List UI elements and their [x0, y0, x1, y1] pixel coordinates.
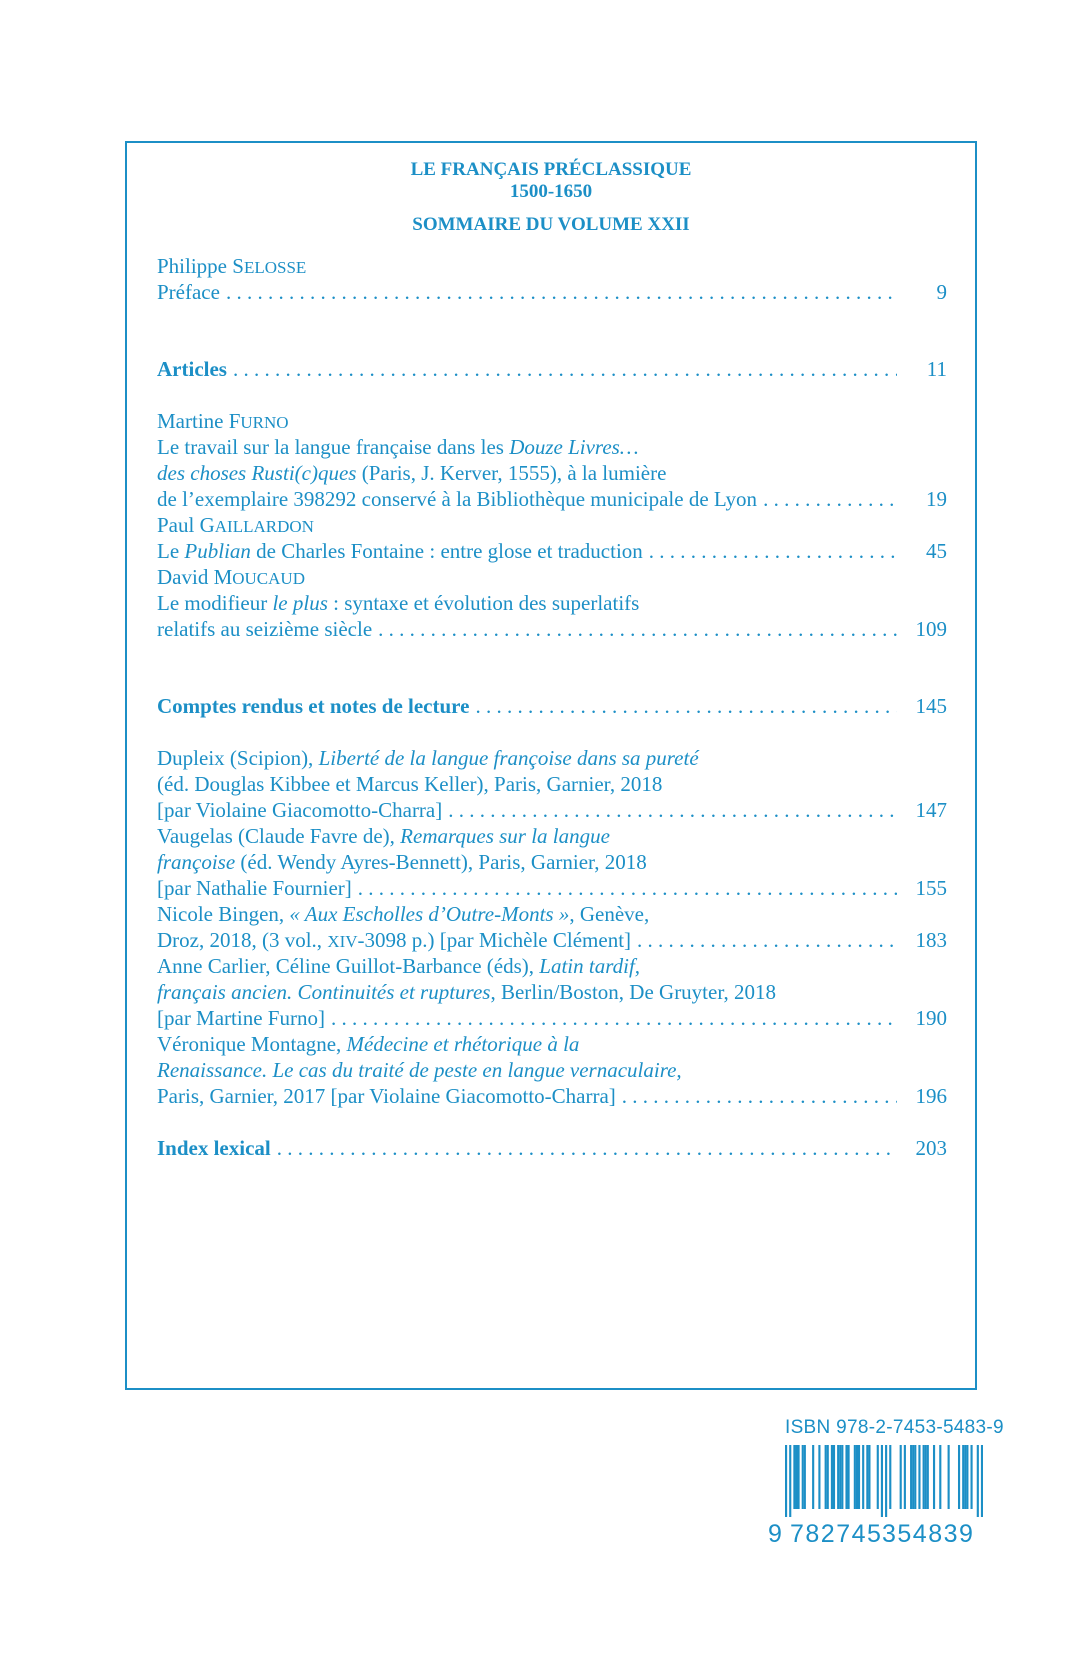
- leader-dots: [233, 356, 897, 383]
- section-reviews: [157, 693, 947, 720]
- barcode-bar: [845, 1445, 847, 1509]
- barcode-bar: [798, 1445, 800, 1509]
- section-title: Comptes rendus et notes de lecture: [157, 694, 470, 718]
- barcode-bar: [889, 1445, 891, 1509]
- page-number: 147: [915, 798, 947, 822]
- barcode-bar: [939, 1445, 941, 1509]
- barcode-bar: [900, 1445, 902, 1509]
- review-line: Renaissance. Le cas du traité de peste en langue vernaculaire,: [157, 1058, 682, 1082]
- barcode-bar: [833, 1445, 835, 1509]
- article-author: David MOUCAUD: [157, 565, 305, 589]
- barcode-bar: [837, 1445, 839, 1509]
- barcode-bar: [818, 1445, 820, 1509]
- barcode-digit-group: 354839: [882, 1520, 975, 1548]
- barcode-bar: [962, 1445, 964, 1509]
- barcode-bar: [812, 1445, 814, 1509]
- contents-frame: [125, 141, 977, 1390]
- barcode-digits: [768, 1519, 988, 1549]
- journal-years: 1500-1650: [509, 181, 593, 202]
- page-number: 190: [915, 1006, 947, 1030]
- review-entry: Paris, Garnier, 2017 [par Violaine Giacomotto-Charra] . . . 196: [157, 1083, 947, 1110]
- page-number: 145: [915, 694, 947, 718]
- leader-dots: [637, 927, 897, 954]
- review-entry: [par Martine Furno] . . . 190: [157, 1005, 947, 1032]
- barcode-bar: [862, 1445, 864, 1509]
- page-number: 11: [926, 357, 947, 381]
- leader-dots: [763, 486, 897, 513]
- preface-title: Préface: [157, 280, 220, 304]
- article-title-line: Le travail sur la langue française dans les Douze Livres…: [157, 435, 639, 459]
- page-number: 45: [926, 539, 947, 563]
- article-title-line: Le modifieur le plus : syntaxe et évolution des superlatifs: [157, 591, 640, 615]
- isbn-barcode: [785, 1445, 983, 1517]
- review-line: françoise (éd. Wendy Ayres-Bennett), Paris, Garnier, 2018: [157, 850, 647, 874]
- leader-dots: [448, 797, 897, 824]
- barcode-bar: [885, 1445, 887, 1517]
- barcode-bar: [831, 1445, 833, 1509]
- leader-dots: [331, 1005, 897, 1032]
- review-line: Dupleix (Scipion), Liberté de la langue françoise dans sa pureté: [157, 746, 699, 770]
- article-entry: de l’exemplaire 398292 conservé à la Bibliothèque municipale de Lyon . . . 19: [157, 486, 947, 513]
- page-number: 196: [915, 1084, 947, 1108]
- review-line: (éd. Douglas Kibbee et Marcus Keller), Paris, Garnier, 2018: [157, 772, 663, 796]
- barcode-bar: [848, 1445, 850, 1509]
- barcode-bar: [925, 1445, 927, 1509]
- barcode-bar: [933, 1445, 935, 1509]
- barcode-bar: [802, 1445, 804, 1509]
- section-title: Articles: [157, 357, 227, 381]
- barcode-bar: [948, 1445, 950, 1509]
- barcode-bar: [958, 1445, 960, 1509]
- barcode-bar: [981, 1445, 983, 1517]
- preface-author: Philippe SELOSSE: [157, 254, 307, 278]
- review-line: Véronique Montagne, Médecine et rhétorique à la: [157, 1032, 580, 1056]
- barcode-bar: [923, 1445, 925, 1509]
- contents-title: SOMMAIRE DU VOLUME XXII: [412, 214, 690, 235]
- page-number: 19: [926, 487, 947, 511]
- barcode-digit-first: 9: [768, 1520, 782, 1548]
- barcode-bar: [910, 1445, 912, 1509]
- review-line: français ancien. Continuités et ruptures, Berlin/Boston, De Gruyter, 2018: [157, 980, 776, 1004]
- article-author: Paul GAILLARDON: [157, 513, 314, 537]
- preface-entry: [157, 279, 947, 306]
- page-number: 203: [915, 1136, 947, 1160]
- article-title-line: des choses Rusti(c)ques (Paris, J. Kerver, 1555), à la lumière: [157, 461, 667, 485]
- section-index: [157, 1135, 947, 1162]
- barcode-bar: [966, 1445, 968, 1509]
- barcode-bar: [856, 1445, 858, 1509]
- barcode-bar: [912, 1445, 914, 1509]
- barcode-bar: [804, 1445, 806, 1509]
- barcode-bar: [914, 1445, 916, 1509]
- barcode-bar: [970, 1445, 972, 1509]
- barcode-bar: [866, 1445, 868, 1509]
- barcode-bar: [789, 1445, 791, 1517]
- leader-dots: [475, 693, 897, 720]
- section-articles: [157, 356, 947, 383]
- page-number: 155: [915, 876, 947, 900]
- leader-dots: [649, 538, 897, 565]
- leader-dots: [378, 616, 897, 643]
- isbn-label: ISBN 978-2-7453-5483-9: [785, 1417, 1004, 1438]
- article-entry: relatifs au seizième siècle . . . 109: [157, 616, 947, 643]
- barcode-bar: [977, 1445, 979, 1517]
- barcode-bar: [858, 1445, 860, 1509]
- barcode-bar: [918, 1445, 920, 1509]
- barcode-bar: [827, 1445, 829, 1509]
- barcode-bar: [793, 1445, 795, 1509]
- review-line: Nicole Bingen, « Aux Escholles d’Outre-Monts », Genève,: [157, 902, 650, 926]
- barcode-bar: [881, 1445, 883, 1517]
- article-author: Martine FURNO: [157, 409, 289, 433]
- page-number: 9: [936, 280, 947, 304]
- leader-dots: [622, 1083, 897, 1110]
- barcode-bar: [841, 1445, 843, 1509]
- barcode-bar: [854, 1445, 856, 1509]
- review-entry: [par Violaine Giacomotto-Charra] . . . 147: [157, 797, 947, 824]
- review-line: Vaugelas (Claude Favre de), Remarques sur la langue: [157, 824, 610, 848]
- journal-title: LE FRANÇAIS PRÉCLASSIQUE: [410, 159, 692, 180]
- leader-dots: [358, 875, 897, 902]
- leader-dots: [277, 1135, 897, 1162]
- barcode-bar: [964, 1445, 966, 1509]
- review-entry: Droz, 2018, (3 vol., XIV-3098 p.) [par Michèle Clément] . . . 183: [157, 927, 947, 955]
- barcode-bar: [839, 1445, 841, 1509]
- review-entry: [par Nathalie Fournier] . . . 155: [157, 875, 947, 902]
- barcode-bar: [785, 1445, 787, 1517]
- barcode-bar: [877, 1445, 879, 1509]
- barcode-bar: [795, 1445, 797, 1509]
- article-entry: Le Publian de Charles Fontaine : entre glose et traduction . . . 45: [157, 538, 947, 565]
- barcode-digit-group: 782745: [790, 1520, 883, 1548]
- barcode-bar: [904, 1445, 906, 1509]
- section-title: Index lexical: [157, 1136, 271, 1160]
- barcode-bar: [927, 1445, 929, 1509]
- barcode-bar: [868, 1445, 870, 1509]
- page-number: 183: [915, 928, 947, 952]
- leader-dots: [226, 279, 897, 306]
- barcode-bar: [825, 1445, 827, 1509]
- review-line: Anne Carlier, Céline Guillot-Barbance (éds), Latin tardif,: [157, 954, 641, 978]
- page-number: 109: [915, 617, 947, 641]
